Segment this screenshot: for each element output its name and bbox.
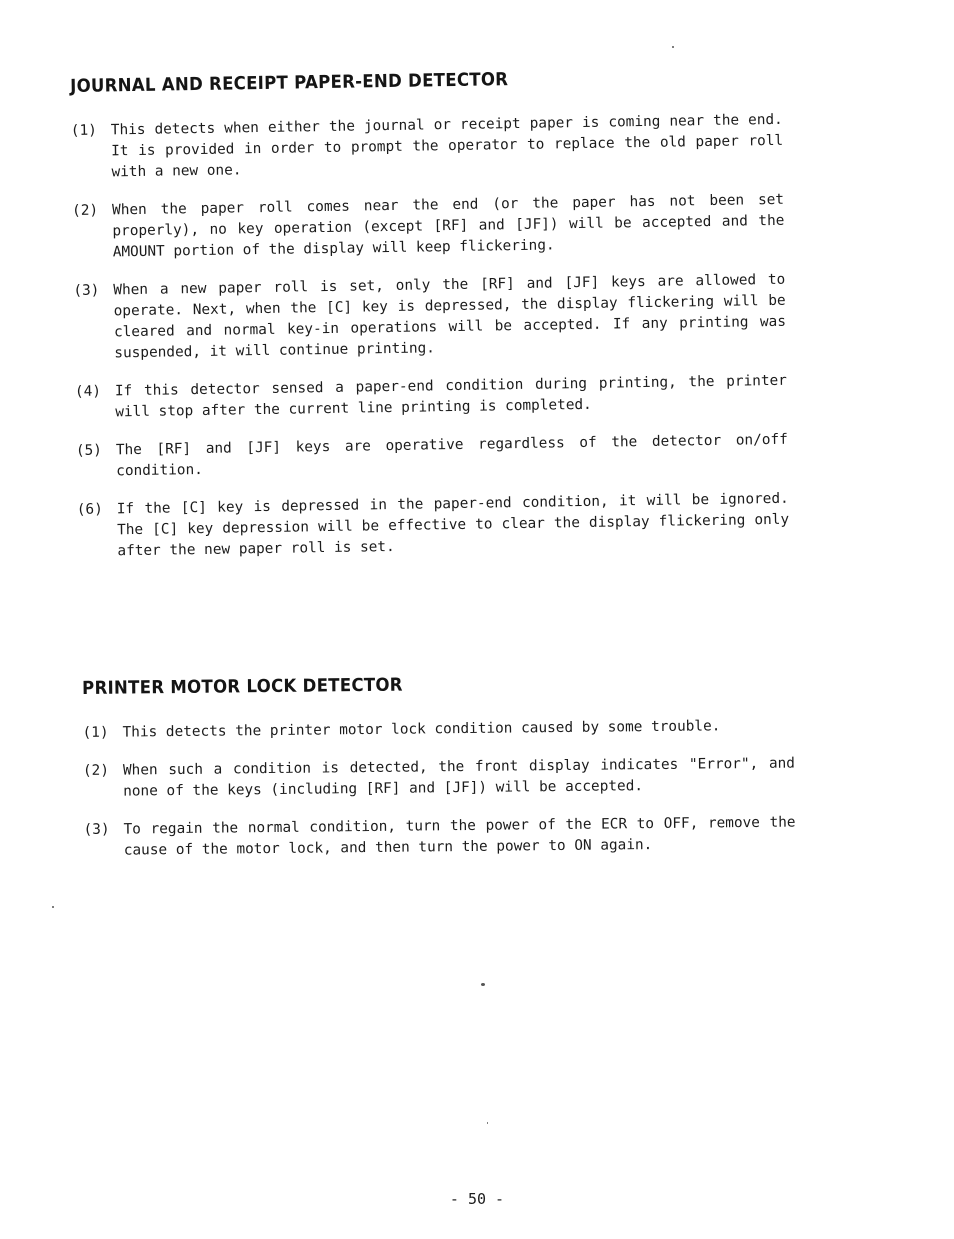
section-motor-lock-detector bbox=[82, 670, 864, 879]
item-text: When such a condition is detected, the front display indicates "Error", and none of the keys (including [RF] and [JF]) will be accepted. bbox=[122, 755, 796, 800]
scan-speck bbox=[481, 983, 485, 986]
item-text: To regain the normal condition, turn the power of the ECR to OFF, remove the cause of the motor lock, and then turn the power to ON again. bbox=[123, 814, 796, 859]
item-number: (3) bbox=[83, 821, 110, 838]
section-heading: PRINTER MOTOR LOCK DETECTOR bbox=[82, 674, 403, 699]
item-text: The [RF] and [JF] keys are operative regardless of the detector on/off condition. bbox=[115, 431, 788, 480]
item-number: (3) bbox=[73, 282, 100, 299]
item-number: (4) bbox=[74, 383, 102, 400]
list-item bbox=[82, 715, 862, 744]
list-item bbox=[77, 488, 858, 563]
item-number: (1) bbox=[70, 122, 97, 139]
item-number: (5) bbox=[75, 442, 103, 459]
scan-speck bbox=[672, 46, 674, 48]
scan-speck bbox=[487, 1122, 488, 1124]
item-text: If this detector sensed a paper-end condition during printing, the printer will stop after the current line printing is completed. bbox=[114, 372, 788, 421]
item-text: If the [C] key is depressed in the paper-end condition, it will be ignored. The [C] key depression will be effective to clear the display flickering only after the new paper roll is set. bbox=[116, 490, 790, 560]
list-item bbox=[73, 269, 854, 365]
item-number: (2) bbox=[71, 202, 99, 219]
item-text: This detects when either the journal or receipt paper is coming near the end. It is provided in order to prompt the operator to replace the old paper roll with a new one. bbox=[110, 111, 784, 181]
list-item bbox=[83, 812, 863, 862]
list-item bbox=[72, 189, 853, 264]
page-number: - 50 - bbox=[449, 1190, 505, 1208]
scan-speck bbox=[52, 906, 54, 908]
item-text: When the paper roll comes near the end (or the paper has not been set properly), no key operation (except [RF] and [JF]) will be accepted and the AMOUNT portion of the display will keep flickering. bbox=[111, 191, 785, 261]
list-item bbox=[83, 753, 863, 803]
item-number: (2) bbox=[82, 762, 110, 779]
list-item bbox=[75, 370, 856, 424]
numbered-list bbox=[82, 715, 863, 862]
item-text: When a new paper roll is set, only the [RF] and [JF] keys are allowed to operate. Next, when the [C] key is depressed, the display flickering will be cleared and normal key-in operations will be accepted. If any printing was suspended, it will continue printing. bbox=[113, 271, 787, 362]
numbered-list bbox=[71, 109, 858, 563]
section-paper-end-detector bbox=[70, 64, 858, 580]
item-number: (6) bbox=[76, 501, 103, 518]
list-item bbox=[76, 429, 857, 483]
section-heading: JOURNAL AND RECEIPT PAPER-END DETECTOR bbox=[70, 69, 509, 97]
item-text: This detects the printer motor lock condition caused by some trouble. bbox=[122, 718, 721, 741]
list-item bbox=[71, 109, 852, 184]
item-number: (1) bbox=[82, 724, 109, 741]
